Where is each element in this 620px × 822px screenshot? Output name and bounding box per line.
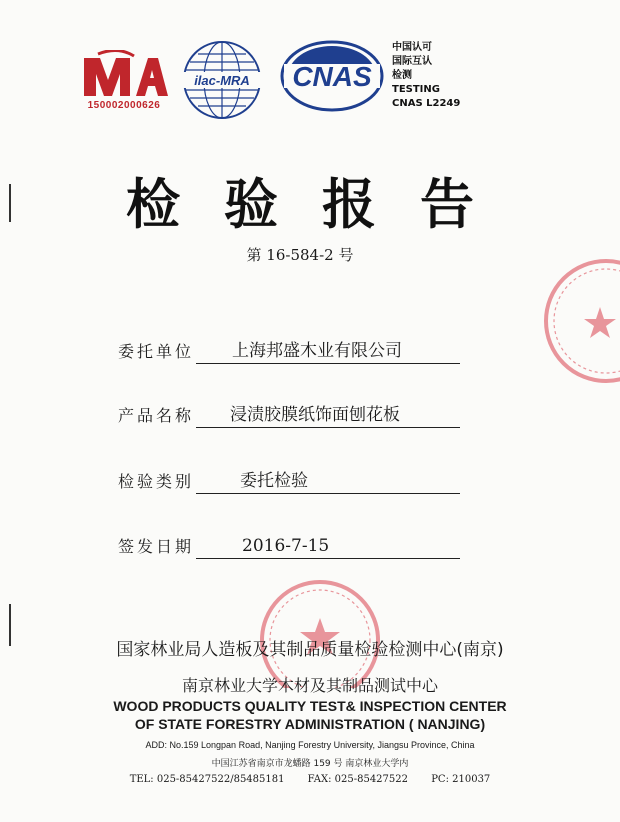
org-name-en-line2: OF STATE FORESTRY ADMINISTRATION ( NANJING) [134,716,486,732]
field-underline [196,493,460,494]
field-label: 产品名称 [118,406,195,425]
address-cn: 中国江苏省南京市龙蟠路 159 号 南京林业大学内 [211,759,409,769]
field-underline [196,558,460,559]
cnas-side-line: CNAS L2249 [392,98,461,109]
cma-logo-icon [78,50,170,102]
field-value: 2016-7-15 [242,536,330,556]
contact-info [0,774,620,785]
org-name-en-line1: WOOD PRODUCTS QUALITY TEST& INSPECTION CENTER [113,698,507,714]
official-seal-stamp [540,255,620,387]
cnas-side-line: 中国认可 [392,42,432,53]
field-label: 签发日期 [118,537,195,556]
org-name-cn: 国家林业局人造板及其制品质量检验检测中心(南京) [116,640,504,660]
cnas-text: CNAS [292,61,372,92]
field-underline [196,427,460,428]
field-label: 检验类别 [118,472,195,491]
official-seal-stamp [258,578,382,688]
cnas-side-line: TESTING [392,84,440,95]
cnas-accreditation-text [392,41,460,111]
ilac-text: ilac-MRA [194,73,250,88]
address-en: ADD: No.159 Longpan Road, Nanjing Forestry University, Jiangsu Province, China [145,740,475,750]
postcode: PC: 210037 [431,774,491,785]
cnas-side-line: 国际互认 [392,56,432,67]
field-underline [196,363,460,364]
field-value: 委托检验 [240,471,308,491]
tel: TEL: 025-85427522/85485181 [129,774,285,785]
org-subname-cn: 南京林业大学木材及其制品测试中心 [181,676,438,695]
field-value: 浸渍胶膜纸饰面刨花板 [230,405,400,425]
field-value: 上海邦盛木业有限公司 [232,341,402,361]
fax: FAX: 025-85427522 [307,774,408,785]
report-title: 检验报告 [126,173,518,236]
ilac-mra-logo-icon [180,38,264,122]
report-number: 第 16-584-2 号 [246,246,354,264]
cnas-logo-icon [280,40,384,112]
field-label: 委托单位 [118,342,195,361]
cma-number: 150002000626 [87,100,161,111]
cnas-side-line: 检测 [392,70,412,81]
